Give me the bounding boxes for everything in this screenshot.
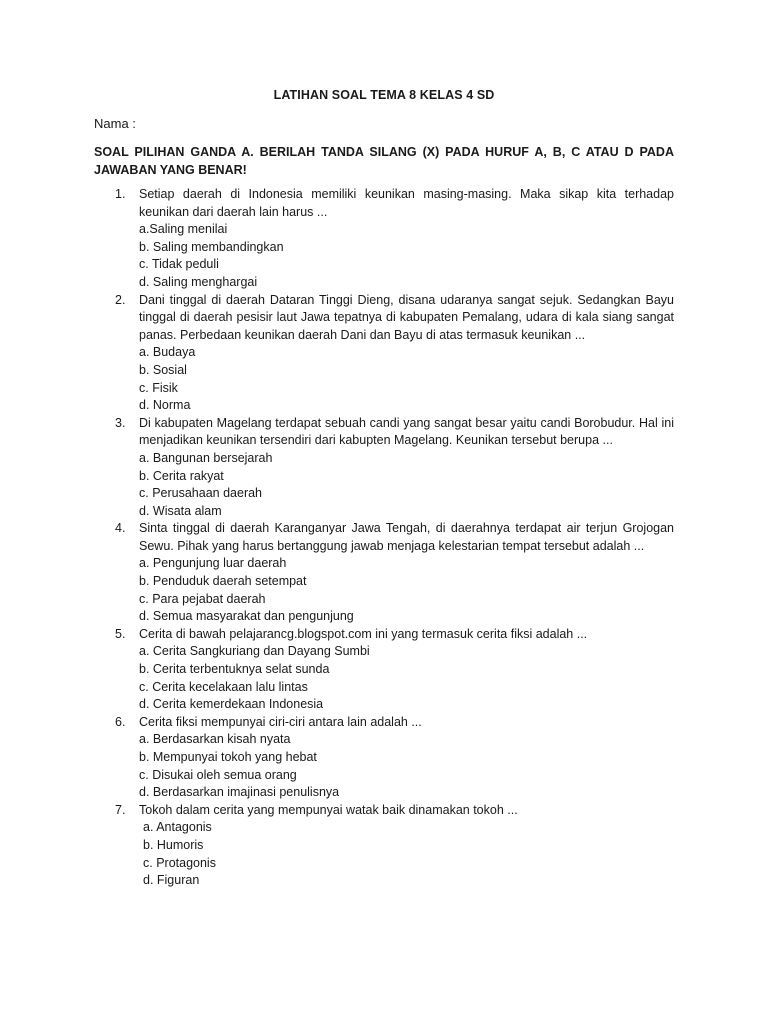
option-d: d. Cerita kemerdekaan Indonesia: [139, 697, 324, 712]
option-c: c. Perusahaan daerah: [139, 486, 263, 501]
option-a: a. Berdasarkan kisah nyata: [139, 732, 291, 747]
question-number: 5.: [115, 626, 126, 641]
option-b: b. Humoris: [143, 837, 204, 852]
option-b: b. Saling membandingkan: [139, 239, 284, 254]
option-d: d. Saling menghargai: [139, 274, 258, 289]
option-d: d. Figuran: [143, 873, 200, 888]
question-list: [94, 186, 674, 890]
question-number: 6.: [115, 714, 126, 729]
question-number: 7.: [115, 802, 126, 817]
question-item: [94, 626, 674, 714]
question-item: [94, 415, 674, 521]
option-c: c. Protagonis: [143, 855, 216, 870]
question-text: Cerita di bawah pelajarancg.blogspot.com ini yang termasuk cerita fiksi adalah ...: [139, 626, 588, 641]
question-text: Tokoh dalam cerita yang mempunyai watak baik dinamakan tokoh ...: [139, 802, 518, 817]
option-a: a.Saling menilai: [139, 222, 228, 237]
option-b: b. Penduduk daerah setempat: [139, 574, 307, 589]
option-a: a. Pengunjung luar daerah: [139, 556, 287, 571]
option-a: a. Antagonis: [143, 820, 212, 835]
question-item: [94, 186, 674, 292]
option-a: a. Bangunan bersejarah: [139, 450, 273, 465]
question-item: [94, 292, 674, 415]
page-title: LATIHAN SOAL TEMA 8 KELAS 4 SD: [273, 88, 495, 102]
option-c: c. Para pejabat daerah: [139, 591, 266, 606]
option-c: c. Fisik: [139, 380, 178, 395]
option-c: c. Tidak peduli: [139, 257, 219, 272]
question-item: [94, 802, 674, 890]
option-c: c. Cerita kecelakaan lalu lintas: [139, 679, 308, 694]
name-label: Nama :: [94, 116, 136, 131]
question-item: [94, 714, 674, 802]
question-item: [94, 520, 674, 626]
option-b: b. Cerita terbentuknya selat sunda: [139, 662, 330, 677]
instructions: SOAL PILIHAN GANDA A. BERILAH TANDA SILANG (X) PADA HURUF A, B, C ATAU D PADA JAWABAN YANG BENAR!: [94, 145, 674, 177]
question-text: Dani tinggal di daerah Dataran Tinggi Dieng, disana udaranya sangat sejuk. Sedangkan Bayu tinggal di daerah pesisir laut Jawa tepatnya di kabupaten Pemalang, udara di kala siang sangat panas. Perbedaan keunikan daerah Dani dan Bayu di atas termasuk keunikan ...: [139, 292, 674, 342]
question-number: 3.: [115, 415, 126, 430]
question-number: 4.: [115, 521, 126, 536]
option-c: c. Disukai oleh semua orang: [139, 767, 297, 782]
option-a: a. Cerita Sangkuriang dan Dayang Sumbi: [139, 644, 370, 659]
option-a: a. Budaya: [139, 345, 196, 360]
question-text: Cerita fiksi mempunyai ciri-ciri antara lain adalah ...: [139, 714, 422, 729]
question-number: 2.: [115, 292, 126, 307]
question-text: Setiap daerah di Indonesia memiliki keunikan masing-masing. Maka sikap kita terhadap keunikan dari daerah lain harus ...: [139, 187, 674, 219]
question-number: 1.: [115, 187, 126, 201]
option-d: d. Berdasarkan imajinasi penulisnya: [139, 785, 340, 800]
question-text: Sinta tinggal di daerah Karanganyar Jawa Tengah, di daerahnya terdapat air terjun Grojogan Sewu. Pihak yang harus bertanggung jawab menjaga kelestarian tempat tersebut adalah ...: [139, 521, 674, 553]
option-d: d. Norma: [139, 398, 191, 413]
option-b: b. Sosial: [139, 362, 187, 377]
question-text: Di kabupaten Magelang terdapat sebuah candi yang sangat besar yaitu candi Borobudur. Hal ini menjadikan keunikan tersendiri dari kabupten Magelang. Keunikan tersebut berupa ...: [139, 415, 674, 448]
option-b: b. Mempunyai tokoh yang hebat: [139, 750, 317, 764]
option-d: d. Semua masyarakat dan pengunjung: [139, 609, 354, 624]
option-b: b. Cerita rakyat: [139, 468, 224, 483]
option-d: d. Wisata alam: [139, 503, 222, 518]
